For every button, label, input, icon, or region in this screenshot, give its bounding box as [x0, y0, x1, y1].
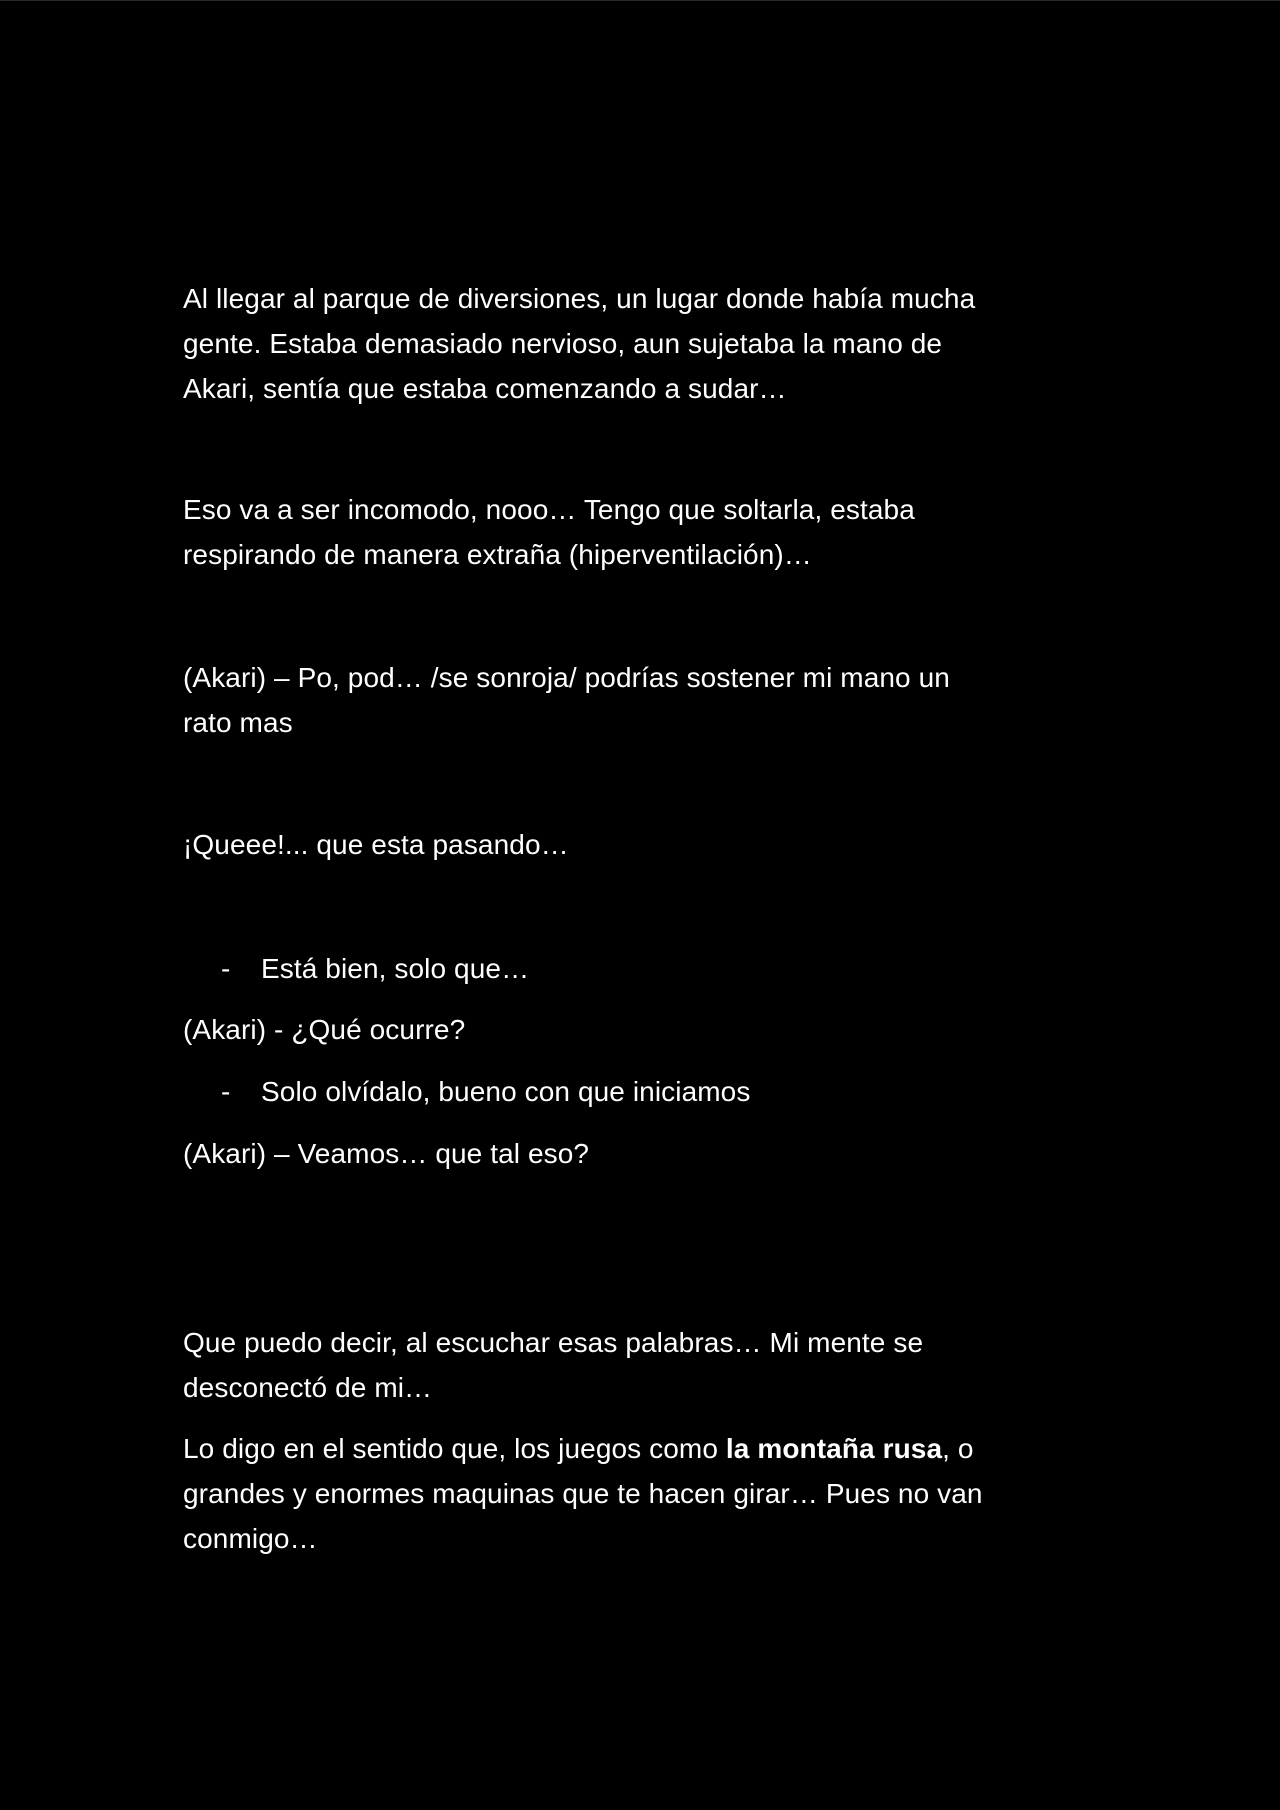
paragraph-line: Al llegar al parque de diversiones, un lugar donde había mucha [183, 283, 976, 314]
top-border [0, 0, 1280, 1]
paragraph-arrival [183, 276, 1083, 411]
paragraph-line: (Akari) – Po, pod… /se sonroja/ podrías sostener mi mano un [183, 662, 950, 693]
paragraph-line: Eso va a ser incomodo, nooo… Tengo que soltarla, estaba [183, 494, 915, 525]
dialogue-list-item [221, 946, 1081, 991]
dash-marker: - [221, 953, 231, 984]
paragraph-akari-question [183, 1007, 1083, 1052]
dialogue-line: Está bien, solo que… [261, 953, 530, 984]
dash-marker: - [221, 1076, 231, 1107]
dialogue-list-item [221, 1069, 1081, 1114]
paragraph-nervous [183, 487, 1083, 577]
paragraph-line: Akari, sentía que estaba comenzando a sudar… [183, 373, 787, 404]
bold-phrase: la montaña rusa [725, 1433, 943, 1464]
paragraph-line: grandes y enormes maquinas que te hacen girar… Pues no van [183, 1478, 983, 1509]
paragraph-disconnect [183, 1320, 1083, 1410]
paragraph-line: (Akari) – Veamos… que tal eso? [183, 1138, 590, 1169]
paragraph-line: (Akari) - ¿Qué ocurre? [183, 1014, 466, 1045]
dialogue-line: Solo olvídalo, bueno con que iniciamos [261, 1076, 751, 1107]
paragraph-line: rato mas [183, 707, 293, 738]
paragraph-line: conmigo… [183, 1523, 318, 1554]
paragraph-line: desconectó de mi… [183, 1372, 433, 1403]
paragraph-line: respirando de manera extraña (hiperventilación)… [183, 539, 812, 570]
text-run: Lo digo en el sentido que, los juegos como [183, 1433, 726, 1464]
paragraph-line: gente. Estaba demasiado nervioso, aun sujetaba la mano de [183, 328, 943, 359]
text-run: , o [942, 1433, 974, 1464]
paragraph-line: Que puedo decir, al escuchar esas palabras… Mi mente se [183, 1327, 924, 1358]
paragraph-surprise [183, 822, 1083, 867]
paragraph-akari-request [183, 655, 1083, 745]
paragraph-line: ¡Queee!... que esta pasando… [183, 829, 569, 860]
paragraph-line [183, 1426, 1083, 1471]
paragraph-rollercoaster [183, 1426, 1083, 1561]
paragraph-akari-look [183, 1131, 1083, 1176]
